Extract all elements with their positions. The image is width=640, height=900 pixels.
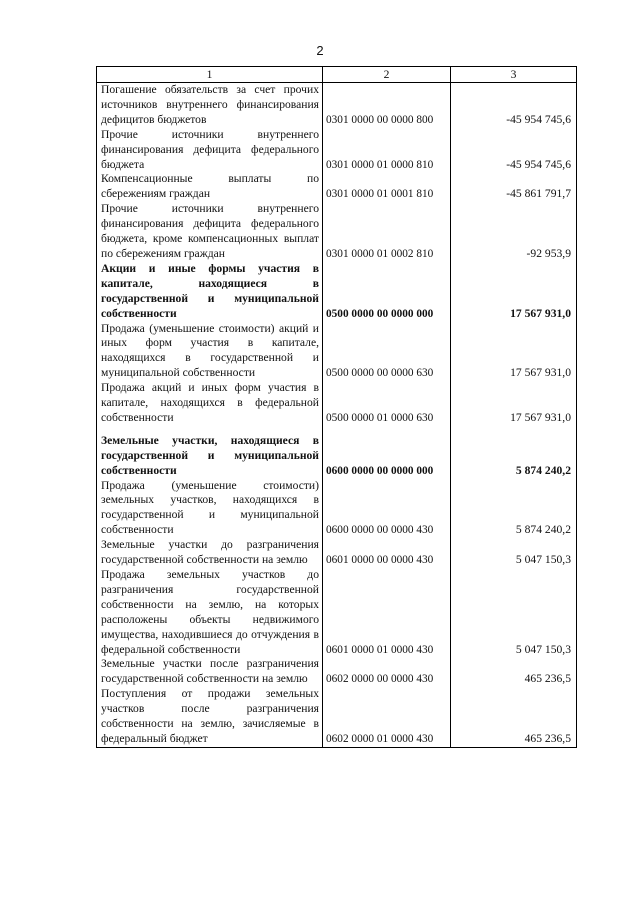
- table-row: [97, 322, 577, 382]
- row-amount-cell: 465 236,5: [451, 687, 577, 747]
- table-row: [97, 128, 577, 173]
- row-name-cell: Акции и иные формы участия в капитале, находящиеся в государственной и муниципальной собственности: [97, 262, 323, 322]
- page-number: 2: [316, 43, 324, 58]
- row-name-cell: Погашение обязательств за счет прочих источников внутреннего финансирования дефицитов бюджетов: [97, 83, 323, 128]
- row-code-cell: 0500 0000 00 0000 630: [323, 322, 451, 382]
- table-row: [97, 479, 577, 539]
- row-code-cell: 0600 0000 00 0000 000: [323, 426, 451, 479]
- table-header: [97, 67, 577, 83]
- row-amount-cell: 17 567 931,0: [451, 322, 577, 382]
- table-row: [97, 657, 577, 687]
- row-name-cell: Поступления от продажи земельных участков после разграничения собственности на землю, зачисляемые в федеральный бюджет: [97, 687, 323, 747]
- column-header-3: 3: [451, 67, 577, 83]
- row-amount-cell: -45 861 791,7: [451, 172, 577, 202]
- row-amount-cell: 5 874 240,2: [451, 426, 577, 479]
- table-row: [97, 687, 577, 747]
- row-name-cell: Продажа (уменьшение стоимости) акций и иных форм участия в капитале, находящихся в государственной и муниципальной собственности: [97, 322, 323, 382]
- row-name-cell: Продажа (уменьшение стоимости) земельных участков, находящихся в государственной и муниципальной собственности: [97, 479, 323, 539]
- row-amount-cell: -92 953,9: [451, 202, 577, 262]
- table-row: [97, 381, 577, 426]
- column-header-2: 2: [323, 67, 451, 83]
- row-code-cell: 0601 0000 00 0000 430: [323, 538, 451, 568]
- row-name-cell: Прочие источники внутреннего финансирования дефицита федерального бюджета, кроме компенсационных выплат по сбережениям граждан: [97, 202, 323, 262]
- row-code-cell: 0301 0000 01 0002 810: [323, 202, 451, 262]
- row-amount-cell: 17 567 931,0: [451, 381, 577, 426]
- row-code-cell: 0601 0000 01 0000 430: [323, 568, 451, 657]
- row-name-cell: Земельные участки, находящиеся в государственной и муниципальной собственности: [97, 426, 323, 479]
- table-row: [97, 538, 577, 568]
- row-amount-cell: -45 954 745,6: [451, 128, 577, 173]
- table-row: [97, 262, 577, 322]
- row-code-cell: 0301 0000 00 0000 800: [323, 83, 451, 128]
- table-row: [97, 172, 577, 202]
- budget-table: [96, 66, 577, 748]
- table-row: [97, 202, 577, 262]
- column-header-1: 1: [97, 67, 323, 83]
- row-code-cell: 0500 0000 01 0000 630: [323, 381, 451, 426]
- header-row: [97, 67, 577, 83]
- table-row: [97, 426, 577, 479]
- row-code-cell: 0602 0000 00 0000 430: [323, 657, 451, 687]
- row-name-cell: Продажа земельных участков до разграничения государственной собственности на землю, на которых расположены объекты недвижимого имущества, находившиеся до отчуждения в федеральной собственности: [97, 568, 323, 657]
- row-code-cell: 0301 0000 01 0000 810: [323, 128, 451, 173]
- table-row: [97, 568, 577, 657]
- row-amount-cell: 17 567 931,0: [451, 262, 577, 322]
- row-code-cell: 0602 0000 01 0000 430: [323, 687, 451, 747]
- row-code-cell: 0600 0000 00 0000 430: [323, 479, 451, 539]
- row-amount-cell: -45 954 745,6: [451, 83, 577, 128]
- row-amount-cell: 465 236,5: [451, 657, 577, 687]
- row-amount-cell: 5 874 240,2: [451, 479, 577, 539]
- row-amount-cell: 5 047 150,3: [451, 538, 577, 568]
- row-name-cell: Прочие источники внутреннего финансирования дефицита федерального бюджета: [97, 128, 323, 173]
- row-name-cell: Земельные участки после разграничения государственной собственности на землю: [97, 657, 323, 687]
- row-name-cell: Продажа акций и иных форм участия в капитале, находящихся в федеральной собственности: [97, 381, 323, 426]
- row-amount-cell: 5 047 150,3: [451, 568, 577, 657]
- row-code-cell: 0500 0000 00 0000 000: [323, 262, 451, 322]
- row-name-cell: Компенсационные выплаты по сбережениям граждан: [97, 172, 323, 202]
- table-body: [97, 83, 577, 748]
- table-row: [97, 83, 577, 128]
- row-code-cell: 0301 0000 01 0001 810: [323, 172, 451, 202]
- row-name-cell: Земельные участки до разграничения государственной собственности на землю: [97, 538, 323, 568]
